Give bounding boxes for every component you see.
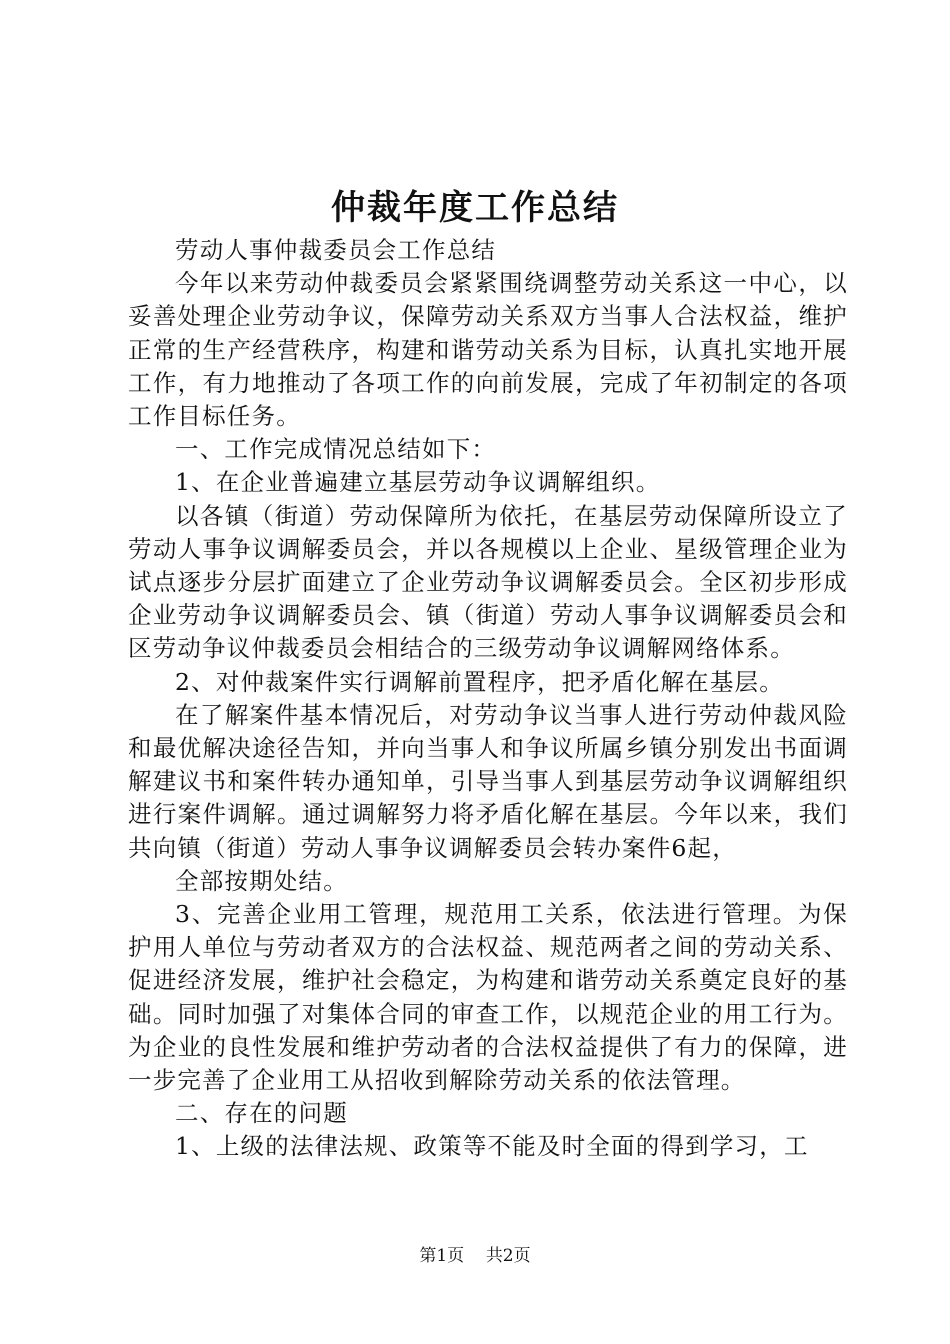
document-body — [128, 234, 848, 1164]
paragraph-subtitle: 劳动人事仲裁委员会工作总结 — [175, 236, 497, 264]
item-heading-2: 2、对仲裁案件实行调解前置程序，把矛盾化解在基层。 — [175, 667, 784, 696]
paragraph-problem-1: 1、上级的法律法规、政策等不能及时全面的得到学习，工 — [175, 1132, 809, 1161]
footer-gap — [470, 1246, 481, 1266]
paragraph-item-2: 在了解案件基本情况后，对劳动争议当事人进行劳动仲裁风险和最优解决途径告知，并向当事人和争议所属乡镇分别发出书面调解建议书和案件转办通知单，引导当事人到基层劳动争议调解组织进行案件调解。通过调解努力将矛盾化解在基层。今年以来，我们共向镇（街道）劳动人事争议调解委员会转办案件6起， — [128, 700, 848, 862]
document-title: 仲裁年度工作总结 — [331, 188, 619, 228]
paragraph-item-2-continued: 全部按期处结。 — [175, 866, 348, 895]
paragraph-intro: 今年以来劳动仲裁委员会紧紧围绕调整劳动关系这一中心，以妥善处理企业劳动争议，保障劳动关系双方当事人合法权益，维护正常的生产经营秩序，构建和谐劳动关系为目标，认真扎实地开展工作，有力地推动了各项工作的向前发展，完成了年初制定的各项工作目标任务。 — [128, 269, 848, 431]
item-heading-1: 1、在企业普遍建立基层劳动争议调解组织。 — [175, 468, 661, 497]
page-total: 共2页 — [485, 1246, 531, 1266]
section-heading-2: 二、存在的问题 — [175, 1099, 348, 1128]
section-heading-1: 一、工作完成情况总结如下： — [175, 435, 497, 464]
page-number: 第1页 — [419, 1246, 465, 1266]
paragraph-item-3: 3、完善企业用工管理，规范用工关系，依法进行管理。为保护用人单位与劳动者双方的合法权益、规范两者之间的劳动关系、促进经济发展，维护社会稳定，为构建和谐劳动关系奠定良好的基础。同时加强了对集体合同的审查工作，以规范企业的用工行为。为企业的良性发展和维护劳动者的合法权益提供了有力的保障，进一步完善了企业用工从招收到解除劳动关系的依法管理。 — [128, 900, 848, 1095]
page-footer — [0, 1244, 950, 1268]
paragraph-item-1: 以各镇（街道）劳动保障所为依托，在基层劳动保障所设立了劳动人事争议调解委员会，并以各规模以上企业、星级管理企业为试点逐步分层扩面建立了企业劳动争议调解委员会。全区初步形成企业劳动争议调解委员会、镇（街道）劳动人事争议调解委员会和区劳动争议仲裁委员会相结合的三级劳动争议调解网络体系。 — [128, 501, 848, 663]
